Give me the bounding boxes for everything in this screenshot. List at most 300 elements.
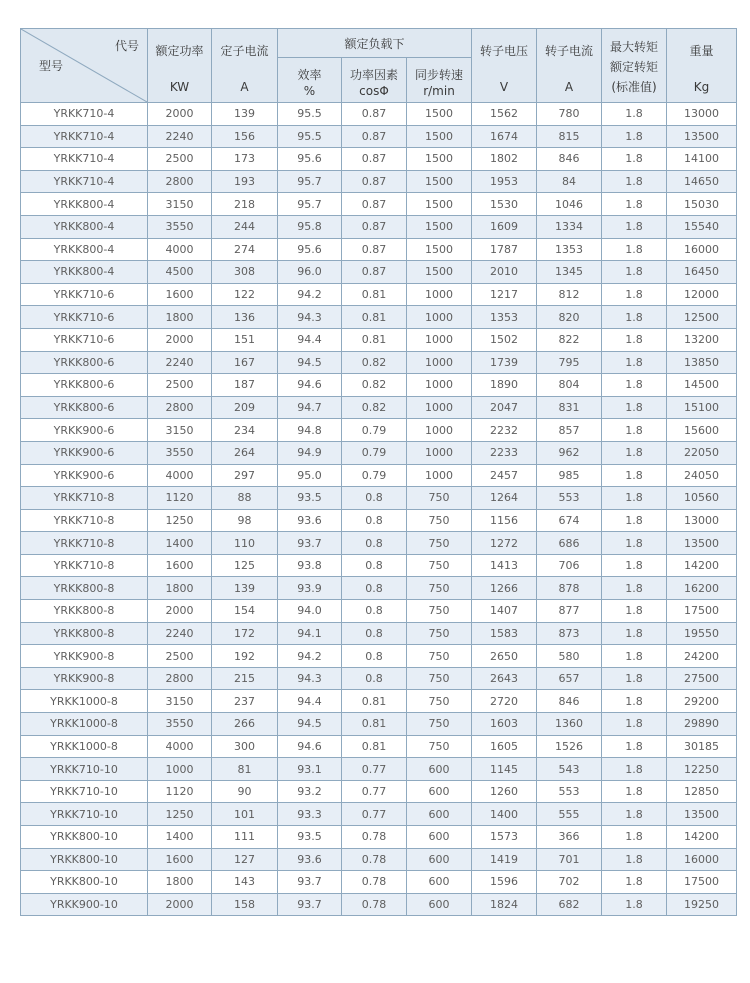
header-efficiency-name: 效率 — [297, 68, 322, 82]
cell-sync-speed: 750 — [407, 622, 472, 645]
cell-power: 2800 — [148, 667, 212, 690]
cell-torque-ratio: 1.8 — [602, 622, 667, 645]
cell-sync-speed: 600 — [407, 758, 472, 781]
table-row — [21, 532, 737, 555]
cell-rotor-current: 1360 — [537, 713, 602, 736]
cell-rotor-voltage: 1674 — [472, 125, 537, 148]
cell-torque-ratio: 1.8 — [602, 351, 667, 374]
cell-rotor-voltage: 1260 — [472, 780, 537, 803]
cell-power: 2500 — [148, 148, 212, 171]
table-row — [21, 848, 737, 871]
cell-model: YRKK900-6 — [21, 464, 148, 487]
cell-weight: 12000 — [667, 283, 737, 306]
cell-sync-speed: 1000 — [407, 374, 472, 397]
cell-weight: 12850 — [667, 780, 737, 803]
cell-sync-speed: 1000 — [407, 328, 472, 351]
cell-weight: 13000 — [667, 103, 737, 126]
cell-weight: 14200 — [667, 826, 737, 849]
cell-torque-ratio: 1.8 — [602, 215, 667, 238]
table-row — [21, 261, 737, 284]
cell-model: YRKK800-4 — [21, 238, 148, 261]
cell-power-factor: 0.87 — [342, 215, 407, 238]
cell-stator-current: 158 — [212, 893, 278, 916]
cell-power: 2500 — [148, 645, 212, 668]
cell-torque-ratio: 1.8 — [602, 306, 667, 329]
header-power-factor-name: 功率因素 — [349, 68, 398, 82]
table-row — [21, 464, 737, 487]
cell-stator-current: 264 — [212, 441, 278, 464]
cell-rotor-current: 804 — [537, 374, 602, 397]
table-row — [21, 170, 737, 193]
cell-torque-ratio: 1.8 — [602, 826, 667, 849]
header-rotor-voltage-unit: V — [499, 79, 509, 94]
cell-sync-speed: 750 — [407, 487, 472, 510]
cell-power-factor: 0.8 — [342, 600, 407, 623]
cell-stator-current: 215 — [212, 667, 278, 690]
cell-weight: 10560 — [667, 487, 737, 510]
cell-stator-current: 151 — [212, 328, 278, 351]
cell-stator-current: 244 — [212, 215, 278, 238]
cell-power: 1120 — [148, 780, 212, 803]
cell-rotor-current: 580 — [537, 645, 602, 668]
cell-torque-ratio: 1.8 — [602, 509, 667, 532]
cell-weight: 12500 — [667, 306, 737, 329]
header-sync-speed-name: 同步转速 — [415, 68, 464, 82]
cell-power-factor: 0.77 — [342, 780, 407, 803]
cell-power-factor: 0.81 — [342, 735, 407, 758]
table-row — [21, 758, 737, 781]
cell-weight: 15100 — [667, 396, 737, 419]
header-rotor-current-unit: A — [564, 79, 574, 94]
table-row — [21, 645, 737, 668]
table-row — [21, 735, 737, 758]
cell-efficiency: 93.5 — [278, 826, 342, 849]
cell-power: 4000 — [148, 735, 212, 758]
cell-power-factor: 0.87 — [342, 125, 407, 148]
cell-torque-ratio: 1.8 — [602, 758, 667, 781]
cell-weight: 15540 — [667, 215, 737, 238]
header-model: 型号 — [39, 59, 64, 73]
cell-power-factor: 0.87 — [342, 148, 407, 171]
cell-power-factor: 0.78 — [342, 826, 407, 849]
cell-sync-speed: 600 — [407, 803, 472, 826]
cell-rotor-voltage: 1266 — [472, 577, 537, 600]
cell-model: YRKK800-6 — [21, 396, 148, 419]
cell-stator-current: 88 — [212, 487, 278, 510]
cell-efficiency: 94.5 — [278, 713, 342, 736]
cell-power-factor: 0.82 — [342, 396, 407, 419]
cell-stator-current: 136 — [212, 306, 278, 329]
cell-stator-current: 167 — [212, 351, 278, 374]
cell-model: YRKK800-10 — [21, 848, 148, 871]
cell-power: 1000 — [148, 758, 212, 781]
cell-model: YRKK1000-8 — [21, 735, 148, 758]
cell-power: 1800 — [148, 306, 212, 329]
cell-power-factor: 0.79 — [342, 464, 407, 487]
table-row — [21, 328, 737, 351]
cell-model: YRKK800-8 — [21, 622, 148, 645]
cell-sync-speed: 1000 — [407, 441, 472, 464]
cell-power-factor: 0.79 — [342, 419, 407, 442]
cell-power-factor: 0.77 — [342, 758, 407, 781]
cell-weight: 16000 — [667, 848, 737, 871]
header-corner — [21, 29, 148, 103]
cell-efficiency: 94.8 — [278, 419, 342, 442]
header-rotor-current — [537, 29, 602, 103]
cell-sync-speed: 1500 — [407, 238, 472, 261]
cell-rotor-voltage: 1605 — [472, 735, 537, 758]
cell-rotor-current: 702 — [537, 871, 602, 894]
cell-model: YRKK710-6 — [21, 328, 148, 351]
cell-power-factor: 0.78 — [342, 871, 407, 894]
cell-rotor-current: 706 — [537, 554, 602, 577]
cell-weight: 13000 — [667, 509, 737, 532]
cell-rotor-voltage: 2232 — [472, 419, 537, 442]
cell-efficiency: 93.5 — [278, 487, 342, 510]
cell-weight: 13500 — [667, 125, 737, 148]
cell-power-factor: 0.81 — [342, 306, 407, 329]
cell-power: 2240 — [148, 125, 212, 148]
cell-weight: 24200 — [667, 645, 737, 668]
header-efficiency — [278, 58, 342, 103]
header-stator-current — [212, 29, 278, 103]
table-row — [21, 306, 737, 329]
cell-torque-ratio: 1.8 — [602, 170, 667, 193]
cell-sync-speed: 600 — [407, 848, 472, 871]
cell-efficiency: 96.0 — [278, 261, 342, 284]
cell-weight: 12250 — [667, 758, 737, 781]
cell-power-factor: 0.8 — [342, 532, 407, 555]
cell-rotor-voltage: 1413 — [472, 554, 537, 577]
cell-torque-ratio: 1.8 — [602, 374, 667, 397]
cell-sync-speed: 750 — [407, 532, 472, 555]
cell-stator-current: 237 — [212, 690, 278, 713]
cell-rotor-voltage: 1502 — [472, 328, 537, 351]
cell-power-factor: 0.8 — [342, 622, 407, 645]
cell-model: YRKK800-8 — [21, 577, 148, 600]
cell-efficiency: 93.7 — [278, 871, 342, 894]
cell-rotor-current: 815 — [537, 125, 602, 148]
table-row — [21, 713, 737, 736]
cell-power-factor: 0.8 — [342, 487, 407, 510]
cell-rotor-voltage: 1156 — [472, 509, 537, 532]
cell-efficiency: 93.8 — [278, 554, 342, 577]
cell-rotor-current: 822 — [537, 328, 602, 351]
cell-power-factor: 0.87 — [342, 261, 407, 284]
cell-sync-speed: 1000 — [407, 419, 472, 442]
cell-weight: 30185 — [667, 735, 737, 758]
table-row — [21, 780, 737, 803]
cell-sync-speed: 600 — [407, 826, 472, 849]
header-torque-ratio-line1: 最大转矩 — [610, 39, 659, 54]
cell-power-factor: 0.79 — [342, 441, 407, 464]
cell-efficiency: 95.8 — [278, 215, 342, 238]
cell-sync-speed: 600 — [407, 871, 472, 894]
cell-power: 2500 — [148, 374, 212, 397]
cell-torque-ratio: 1.8 — [602, 554, 667, 577]
cell-sync-speed: 1000 — [407, 464, 472, 487]
cell-stator-current: 125 — [212, 554, 278, 577]
cell-rotor-voltage: 1953 — [472, 170, 537, 193]
cell-rotor-voltage: 1264 — [472, 487, 537, 510]
cell-power-factor: 0.82 — [342, 351, 407, 374]
header-torque-ratio — [602, 29, 667, 103]
header-weight — [667, 29, 737, 103]
cell-power-factor: 0.82 — [342, 374, 407, 397]
cell-rotor-current: 857 — [537, 419, 602, 442]
table-row — [21, 871, 737, 894]
cell-model: YRKK800-10 — [21, 871, 148, 894]
cell-efficiency: 94.3 — [278, 306, 342, 329]
cell-rotor-current: 962 — [537, 441, 602, 464]
table-row — [21, 690, 737, 713]
cell-torque-ratio: 1.8 — [602, 103, 667, 126]
cell-power: 1250 — [148, 509, 212, 532]
cell-sync-speed: 750 — [407, 645, 472, 668]
cell-efficiency: 94.1 — [278, 622, 342, 645]
cell-torque-ratio: 1.8 — [602, 713, 667, 736]
cell-model: YRKK710-8 — [21, 509, 148, 532]
cell-power: 2800 — [148, 396, 212, 419]
cell-rotor-voltage: 2643 — [472, 667, 537, 690]
cell-stator-current: 90 — [212, 780, 278, 803]
cell-power: 1600 — [148, 283, 212, 306]
header-rotor-voltage-name: 转子电压 — [480, 43, 529, 58]
cell-efficiency: 94.0 — [278, 600, 342, 623]
cell-torque-ratio: 1.8 — [602, 328, 667, 351]
cell-power: 1600 — [148, 554, 212, 577]
cell-sync-speed: 750 — [407, 577, 472, 600]
cell-rotor-current: 543 — [537, 758, 602, 781]
cell-power-factor: 0.78 — [342, 893, 407, 916]
cell-sync-speed: 1500 — [407, 170, 472, 193]
cell-efficiency: 95.7 — [278, 193, 342, 216]
cell-rotor-voltage: 1353 — [472, 306, 537, 329]
cell-sync-speed: 750 — [407, 667, 472, 690]
cell-power: 2000 — [148, 893, 212, 916]
cell-sync-speed: 750 — [407, 509, 472, 532]
cell-stator-current: 274 — [212, 238, 278, 261]
cell-weight: 27500 — [667, 667, 737, 690]
cell-power-factor: 0.8 — [342, 509, 407, 532]
cell-torque-ratio: 1.8 — [602, 125, 667, 148]
cell-weight: 22050 — [667, 441, 737, 464]
table-row — [21, 351, 737, 374]
cell-rotor-voltage: 1272 — [472, 532, 537, 555]
cell-rotor-current: 1334 — [537, 215, 602, 238]
cell-rotor-voltage: 1596 — [472, 871, 537, 894]
cell-torque-ratio: 1.8 — [602, 193, 667, 216]
cell-rotor-current: 366 — [537, 826, 602, 849]
cell-power-factor: 0.8 — [342, 667, 407, 690]
cell-model: YRKK800-4 — [21, 215, 148, 238]
cell-weight: 14650 — [667, 170, 737, 193]
cell-weight: 13850 — [667, 351, 737, 374]
cell-rotor-current: 1353 — [537, 238, 602, 261]
cell-power-factor: 0.87 — [342, 170, 407, 193]
cell-power-factor: 0.81 — [342, 713, 407, 736]
cell-stator-current: 297 — [212, 464, 278, 487]
cell-rotor-current: 1526 — [537, 735, 602, 758]
table-row — [21, 893, 737, 916]
table-row — [21, 554, 737, 577]
cell-model: YRKK900-8 — [21, 645, 148, 668]
header-torque-ratio-line3: (标准值) — [611, 79, 657, 94]
cell-weight: 16450 — [667, 261, 737, 284]
header-code: 代号 — [114, 39, 139, 53]
cell-torque-ratio: 1.8 — [602, 464, 667, 487]
cell-model: YRKK710-4 — [21, 170, 148, 193]
cell-rotor-voltage: 1573 — [472, 826, 537, 849]
cell-rotor-current: 553 — [537, 780, 602, 803]
cell-power-factor: 0.8 — [342, 645, 407, 668]
table-row — [21, 215, 737, 238]
cell-efficiency: 95.0 — [278, 464, 342, 487]
cell-rotor-current: 686 — [537, 532, 602, 555]
cell-weight: 19250 — [667, 893, 737, 916]
cell-power: 1600 — [148, 848, 212, 871]
cell-torque-ratio: 1.8 — [602, 600, 667, 623]
cell-torque-ratio: 1.8 — [602, 238, 667, 261]
cell-weight: 17500 — [667, 600, 737, 623]
cell-sync-speed: 750 — [407, 690, 472, 713]
header-sync-speed-unit: r/min — [423, 84, 455, 98]
header-weight-unit: Kg — [693, 79, 710, 94]
table-row — [21, 396, 737, 419]
header-efficiency-unit: % — [303, 84, 316, 98]
cell-torque-ratio: 1.8 — [602, 667, 667, 690]
table-row — [21, 487, 737, 510]
cell-stator-current: 101 — [212, 803, 278, 826]
cell-stator-current: 156 — [212, 125, 278, 148]
cell-stator-current: 173 — [212, 148, 278, 171]
table-row — [21, 667, 737, 690]
cell-rotor-voltage: 2010 — [472, 261, 537, 284]
cell-rotor-current: 812 — [537, 283, 602, 306]
cell-torque-ratio: 1.8 — [602, 735, 667, 758]
cell-rotor-voltage: 1530 — [472, 193, 537, 216]
cell-rotor-voltage: 1419 — [472, 848, 537, 871]
cell-model: YRKK800-6 — [21, 374, 148, 397]
cell-model: YRKK800-4 — [21, 261, 148, 284]
cell-stator-current: 110 — [212, 532, 278, 555]
cell-model: YRKK1000-8 — [21, 690, 148, 713]
cell-stator-current: 300 — [212, 735, 278, 758]
cell-rotor-voltage: 2650 — [472, 645, 537, 668]
spec-table-body — [21, 103, 737, 916]
cell-rotor-voltage: 1145 — [472, 758, 537, 781]
cell-model: YRKK900-10 — [21, 893, 148, 916]
cell-efficiency: 93.1 — [278, 758, 342, 781]
cell-power: 1800 — [148, 577, 212, 600]
cell-stator-current: 234 — [212, 419, 278, 442]
cell-stator-current: 218 — [212, 193, 278, 216]
cell-efficiency: 94.7 — [278, 396, 342, 419]
cell-power: 3150 — [148, 690, 212, 713]
table-row — [21, 441, 737, 464]
cell-power-factor: 0.81 — [342, 283, 407, 306]
cell-torque-ratio: 1.8 — [602, 283, 667, 306]
cell-torque-ratio: 1.8 — [602, 396, 667, 419]
table-row — [21, 148, 737, 171]
cell-rotor-current: 657 — [537, 667, 602, 690]
table-row — [21, 125, 737, 148]
cell-sync-speed: 1500 — [407, 215, 472, 238]
cell-efficiency: 93.6 — [278, 509, 342, 532]
cell-efficiency: 94.2 — [278, 283, 342, 306]
cell-weight: 13200 — [667, 328, 737, 351]
cell-efficiency: 93.7 — [278, 532, 342, 555]
cell-rotor-current: 795 — [537, 351, 602, 374]
cell-rotor-voltage: 1400 — [472, 803, 537, 826]
cell-power: 3150 — [148, 419, 212, 442]
cell-efficiency: 93.7 — [278, 893, 342, 916]
cell-power: 1400 — [148, 532, 212, 555]
cell-stator-current: 209 — [212, 396, 278, 419]
cell-efficiency: 93.3 — [278, 803, 342, 826]
cell-rotor-voltage: 1739 — [472, 351, 537, 374]
cell-power-factor: 0.87 — [342, 193, 407, 216]
cell-sync-speed: 1000 — [407, 306, 472, 329]
cell-weight: 29200 — [667, 690, 737, 713]
header-power-factor — [342, 58, 407, 103]
cell-weight: 13500 — [667, 803, 737, 826]
cell-sync-speed: 1000 — [407, 283, 472, 306]
table-row — [21, 622, 737, 645]
cell-stator-current: 122 — [212, 283, 278, 306]
cell-rotor-current: 877 — [537, 600, 602, 623]
cell-power: 3550 — [148, 441, 212, 464]
cell-weight: 16200 — [667, 577, 737, 600]
cell-rotor-current: 682 — [537, 893, 602, 916]
cell-sync-speed: 750 — [407, 554, 472, 577]
cell-rotor-voltage: 2720 — [472, 690, 537, 713]
cell-efficiency: 94.4 — [278, 690, 342, 713]
cell-rotor-voltage: 2047 — [472, 396, 537, 419]
cell-torque-ratio: 1.8 — [602, 261, 667, 284]
header-power — [148, 29, 212, 103]
cell-efficiency: 94.3 — [278, 667, 342, 690]
cell-model: YRKK710-6 — [21, 306, 148, 329]
cell-power: 1120 — [148, 487, 212, 510]
cell-rotor-current: 1046 — [537, 193, 602, 216]
cell-sync-speed: 1500 — [407, 261, 472, 284]
cell-power: 1250 — [148, 803, 212, 826]
header-power-name: 额定功率 — [155, 43, 204, 58]
cell-torque-ratio: 1.8 — [602, 441, 667, 464]
cell-efficiency: 95.7 — [278, 170, 342, 193]
cell-sync-speed: 600 — [407, 780, 472, 803]
cell-rotor-current: 846 — [537, 148, 602, 171]
cell-stator-current: 81 — [212, 758, 278, 781]
spec-table — [20, 28, 737, 916]
cell-model: YRKK800-8 — [21, 600, 148, 623]
cell-efficiency: 94.6 — [278, 374, 342, 397]
cell-rotor-current: 84 — [537, 170, 602, 193]
table-row — [21, 419, 737, 442]
cell-efficiency: 94.2 — [278, 645, 342, 668]
cell-sync-speed: 1500 — [407, 125, 472, 148]
table-row — [21, 103, 737, 126]
cell-rotor-current: 780 — [537, 103, 602, 126]
cell-model: YRKK710-4 — [21, 125, 148, 148]
cell-model: YRKK800-4 — [21, 193, 148, 216]
cell-power: 2000 — [148, 103, 212, 126]
cell-efficiency: 94.6 — [278, 735, 342, 758]
cell-sync-speed: 1000 — [407, 351, 472, 374]
cell-rotor-voltage: 2457 — [472, 464, 537, 487]
cell-model: YRKK800-10 — [21, 826, 148, 849]
